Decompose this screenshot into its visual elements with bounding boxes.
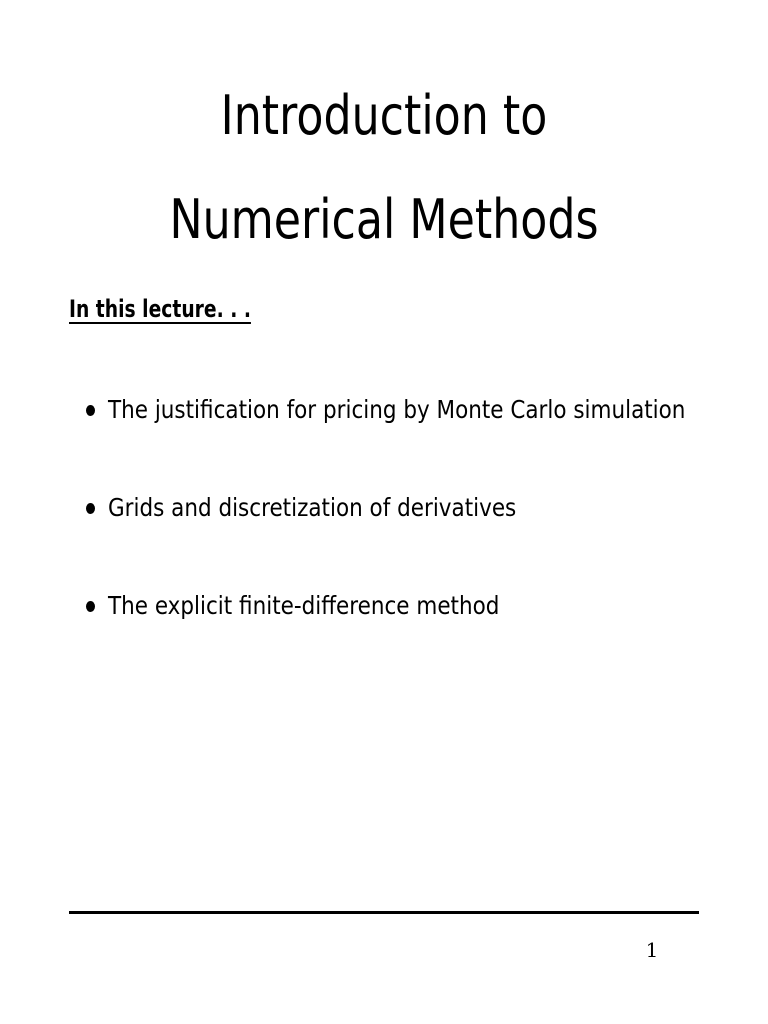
slide-title [69, 64, 699, 272]
bullet-text: The justification for pricing by Monte Carlo simulation [108, 395, 686, 424]
bullet-text: Grids and discretization of derivatives [108, 493, 517, 522]
bullet-icon [86, 503, 95, 514]
slide-title-line-1: Introduction to [220, 84, 548, 147]
bullet-text: The explicit finite-difference method [108, 591, 500, 620]
section-heading: In this lecture. . . [69, 295, 251, 323]
bullet-icon [86, 405, 95, 416]
bullet-icon [86, 601, 95, 612]
page-number: 1 [645, 938, 659, 962]
footer-divider [69, 911, 699, 914]
slide-title-line-2: Numerical Methods [169, 188, 599, 251]
